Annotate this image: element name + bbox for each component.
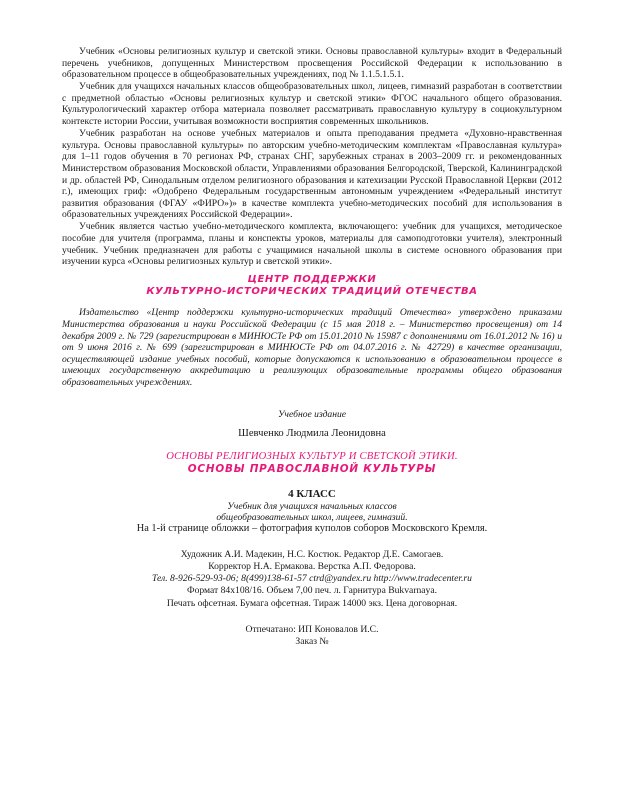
imprint-line-1: Художник А.И. Мадекин, Н.С. Костюк. Редактор Д.Е. Самогаев. bbox=[180, 548, 444, 560]
edition-section bbox=[62, 409, 562, 536]
publisher-title-line2: КУЛЬТУРНО-ИСТОРИЧЕСКИХ ТРАДИЦИЙ ОТЕЧЕСТВА bbox=[146, 285, 478, 297]
publisher-approval: Издательство «Центр поддержки культурно-исторических традиций Отечества» утверждено приказами Министерства образования и науки Российской Федерации (с 15 мая 2018 г. – Министерство просвещения) от 14 декабря 2009 г. № 729 (зарегистрирован в МИНЮСТе РФ от 15.01.2010 № 15987 с дополнениями от 16.01.2012 № 16) и от 9 июня 2016 г. № 699 (зарегистрирован в МИНЮСТе РФ от 04.07.2016 г. № 42729) в качестве организации, осуществляющей издание учебных пособий, которые допускаются к использованию в образовательном процессе в имеющих государственную аккредитацию и реализующих образовательные программы общего образования образовательных учреждениях. bbox=[62, 307, 562, 388]
intro-paragraph-2: Учебник для учащихся начальных классов общеобразовательных школ, лицеев, гимназий разработан в соответствии с предметной областью «Основы религиозных культур и светской этики» ФГОС начального общего образования. Культурологический характер отбора материала позволяет рассматривать православную культуру в социокультурном контексте истории России, учитывая возможности восприятия современных школьников. bbox=[62, 81, 562, 128]
book-title: ОСНОВЫ ПРАВОСЛАВНОЙ КУЛЬТУРЫ bbox=[187, 462, 437, 475]
intro-section bbox=[62, 46, 562, 268]
publisher-title-line1: ЦЕНТР ПОДДЕРЖКИ bbox=[247, 273, 377, 285]
author-name: Шевченко Людмила Леонидовна bbox=[238, 427, 386, 439]
edition-type: Учебное издание bbox=[277, 409, 347, 421]
intro-paragraph-3: Учебник разработан на основе учебных материалов и опыта преподавания предмета «Духовно-нравственная культура. Основы православной культуры» по авторским учебно-методическим комплектам «Православная культура» для 1–11 годов обучения в 70 регионах РФ, странах СНГ, зарубежных странах в 2003–2009 гг. и рекомендованных Министерством образования Московской области, Управлениями образования Белгородской, Тверской, Калининградской и др. областей РФ, Синодальным отделом религиозного образования и катехизации Русской Православной Церкви (2012 г.), имеющих гриф: «Одобрено Федеральным государственным автономным учреждением «Федеральный институт развития образования (ФГАУ «ФИРО»)» в качестве комплекта учебно-методических пособий для использования в образовательных учреждениях Российской Федерации». bbox=[62, 128, 562, 221]
audience-line-2: общеобразовательных школ, лицеев, гимназий. bbox=[216, 511, 408, 523]
order-number: Заказ № bbox=[295, 635, 329, 647]
series-title: ОСНОВЫ РЕЛИГИОЗНЫХ КУЛЬТУР И СВЕТСКОЙ ЭТИКИ. bbox=[166, 450, 458, 462]
imprint-format: Формат 84х108/16. Объем 7,00 печ. л. Гарнитура Bukvarnaya. bbox=[187, 585, 437, 597]
imprint-section bbox=[62, 549, 562, 610]
printing-section bbox=[62, 624, 562, 648]
cover-note: На 1-й странице обложки – фотография куполов соборов Московского Кремля. bbox=[136, 523, 488, 535]
publisher-section bbox=[62, 274, 562, 389]
printed-by: Отпечатано: ИП Коновалов И.С. bbox=[245, 623, 379, 635]
intro-paragraph-1: Учебник «Основы религиозных культур и светской этики. Основы православной культуры» входит в Федеральный перечень учебников, допущенных Министерством просвещения Российской Федерации к использованию в образовательном процессе в общеобразовательных учреждениях, под № 1.1.5.1.5.1. bbox=[62, 46, 562, 81]
imprint-page bbox=[62, 46, 562, 648]
audience-line-1: Учебник для учащихся начальных классов bbox=[227, 500, 397, 512]
imprint-print-run: Печать офсетная. Бумага офсетная. Тираж 14000 экз. Цена договорная. bbox=[166, 597, 458, 609]
grade-label: 4 КЛАСС bbox=[288, 487, 336, 500]
imprint-contacts: Тел. 8-926-529-93-06; 8(499)138-61-57 ctrd@yandex.ru http://www.tradecenter.ru bbox=[152, 573, 472, 585]
imprint-line-2: Корректор Н.А. Ермакова. Верстка А.П. Федорова. bbox=[208, 560, 416, 572]
intro-paragraph-4: Учебник является частью учебно-методического комплекта, включающего: учебник для учащихся, методическое пособие для учителя (программа, планы и конспекты уроков, материалы для самоподготовки учителя), электронный учебник. Учебник предназначен для работы с учащимися начальной школы в системе основного образования при изучении курса «Основы религиозных культур и светской этики». bbox=[62, 221, 562, 268]
